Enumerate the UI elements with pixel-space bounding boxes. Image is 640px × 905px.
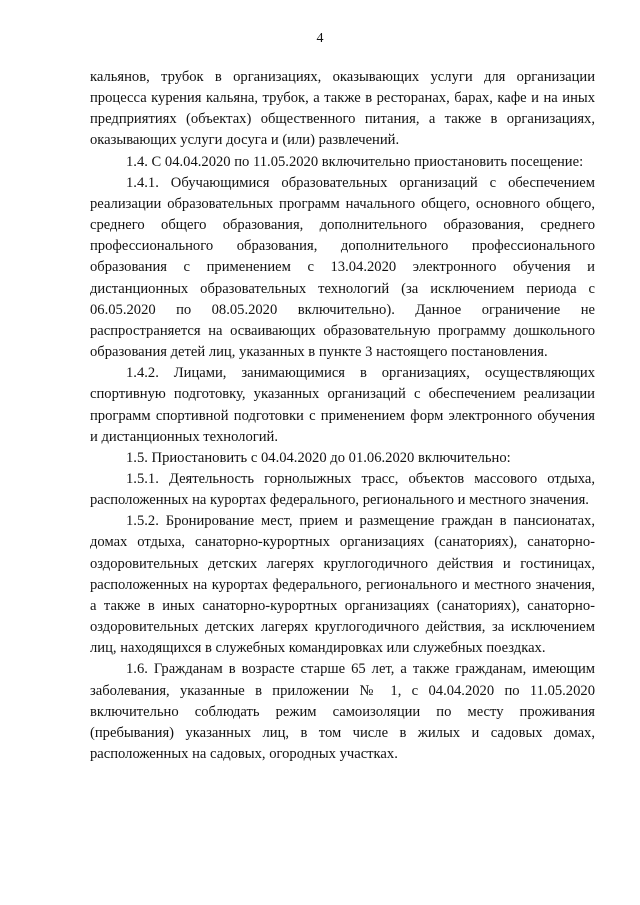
paragraph-1-5-1: 1.5.1. Деятельность горнолыжных трасс, объектов массового отдыха, расположенных на курортах федерального, регионального и местного значения. xyxy=(90,470,595,509)
document-body xyxy=(90,67,595,765)
paragraph-1-4: 1.4. С 04.04.2020 по 11.05.2020 включительно приостановить посещение: xyxy=(126,153,584,170)
paragraph-1-4-2: 1.4.2. Лицами, занимающимися в организациях, осуществляющих спортивную подготовку, указанных организаций с обеспечением реализации программ спортивной подготовки с применением форм электронного обучения и дистанционных технологий. xyxy=(90,365,595,445)
paragraph-1-6: 1.6. Гражданам в возрасте старше 65 лет, а также гражданам, имеющим заболевания, указанные в приложении № 1, с 04.04.2020 по 11.05.2020 включительно соблюдать режим самоизоляции по месту проживания (пребывания) указанных лиц, в том числе в жилых и садовых домах, расположенных на садовых, огородных участках. xyxy=(90,661,595,762)
paragraph-1-4-1: 1.4.1. Обучающимися образовательных организаций с обеспечением реализации образовательных программ начального общего, основного общего, среднего общего образования, дополнительного образования, среднего профессионального образования, дополнительного профессионального образования с применением с 13.04.2020 электронного обучения и дистанционных образовательных технологий (за исключением периода с 06.05.2020 по 08.05.2020 включительно). Данное ограничение не распространяется на осваивающих образовательную программу дошкольного образования детей лиц, указанных в пункте 3 настоящего постановления. xyxy=(90,174,595,361)
paragraph-1-5: 1.5. Приостановить с 04.04.2020 до 01.06.2020 включительно: xyxy=(126,449,511,466)
paragraph-1-5-2: 1.5.2. Бронирование мест, прием и размещение граждан в пансионатах, домах отдыха, санаторно-курортных организациях (санаториях), санаторно-оздоровительных детских лагерях круглогодичного действия и гостиницах, расположенных на курортах федерального, регионального и местного значения, а также в иных санаторно-курортных организациях (санаториях), санаторно-оздоровительных детских лагерях круглогодичного действия, за исключением лиц, находящихся в служебных командировках или служебных поездках. xyxy=(90,513,595,657)
page-number: 4 xyxy=(316,31,324,46)
paragraph-continuation: кальянов, трубок в организациях, оказывающих услуги для организации процесса курения кальяна, трубок, а также в ресторанах, барах, кафе и на иных предприятиях (объектах) общественного питания, а также в организациях, оказывающих услуги досуга и (или) развлечений. xyxy=(90,69,595,149)
